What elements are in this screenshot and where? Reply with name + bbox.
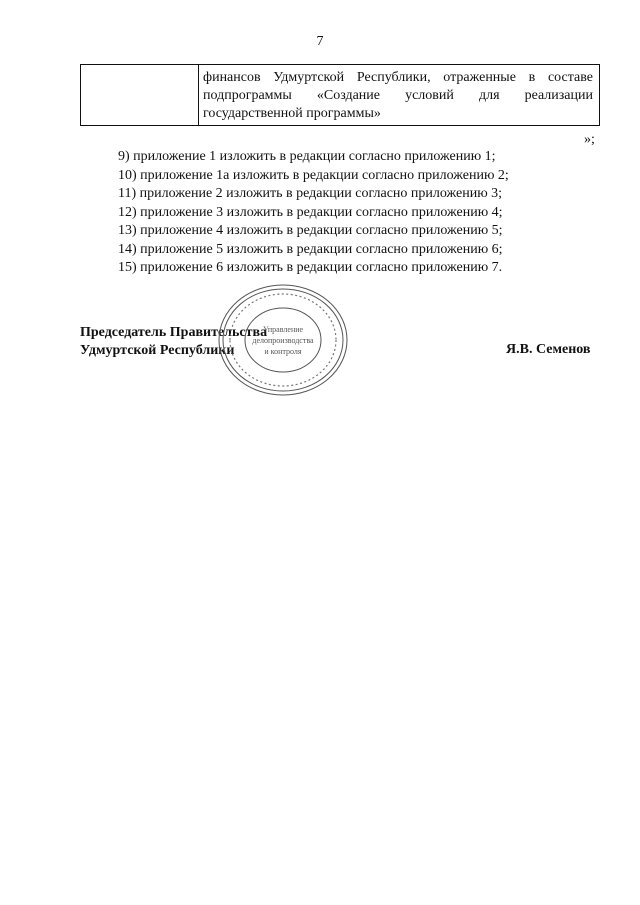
table-cell-empty	[81, 65, 199, 125]
list-item: 13) приложение 4 изложить в редакции согласно приложению 5;	[118, 223, 503, 238]
table-cell-text	[199, 65, 599, 125]
seal-text-line-3: и контроля	[264, 347, 302, 356]
table-text-line-3: государственной программы»	[203, 106, 381, 121]
list-item: 15) приложение 6 изложить в редакции согласно приложению 7.	[118, 260, 503, 275]
amendment-list	[118, 148, 509, 278]
signatory-title-line-1: Председатель Правительства	[80, 325, 268, 340]
list-item: 9) приложение 1 изложить в редакции согласно приложению 1;	[118, 149, 496, 164]
table-text-line-1: финансов Удмуртской Республики, отраженные в составе	[203, 70, 593, 85]
official-seal-icon	[216, 282, 350, 398]
seal-text-line-2: делопроизводства	[252, 336, 314, 345]
signatory-name: Я.В. Семенов	[506, 342, 591, 357]
continuation-table	[80, 64, 600, 126]
signatory-title-line-2: Удмуртской Республики	[80, 343, 235, 358]
list-item: 14) приложение 5 изложить в редакции согласно приложению 6;	[118, 241, 503, 257]
list-item: 10) приложение 1а изложить в редакции согласно приложению 2;	[118, 167, 509, 183]
table-text-line-2: подпрограммы «Создание условий для реализации	[203, 88, 593, 103]
seal-text-line-1: Управление	[262, 325, 304, 334]
list-item: 12) приложение 3 изложить в редакции согласно приложению 4;	[118, 204, 503, 220]
list-item: 11) приложение 2 изложить в редакции согласно приложению 3;	[118, 186, 503, 201]
page-number: 7	[316, 34, 324, 49]
closing-quote: »;	[584, 132, 595, 147]
